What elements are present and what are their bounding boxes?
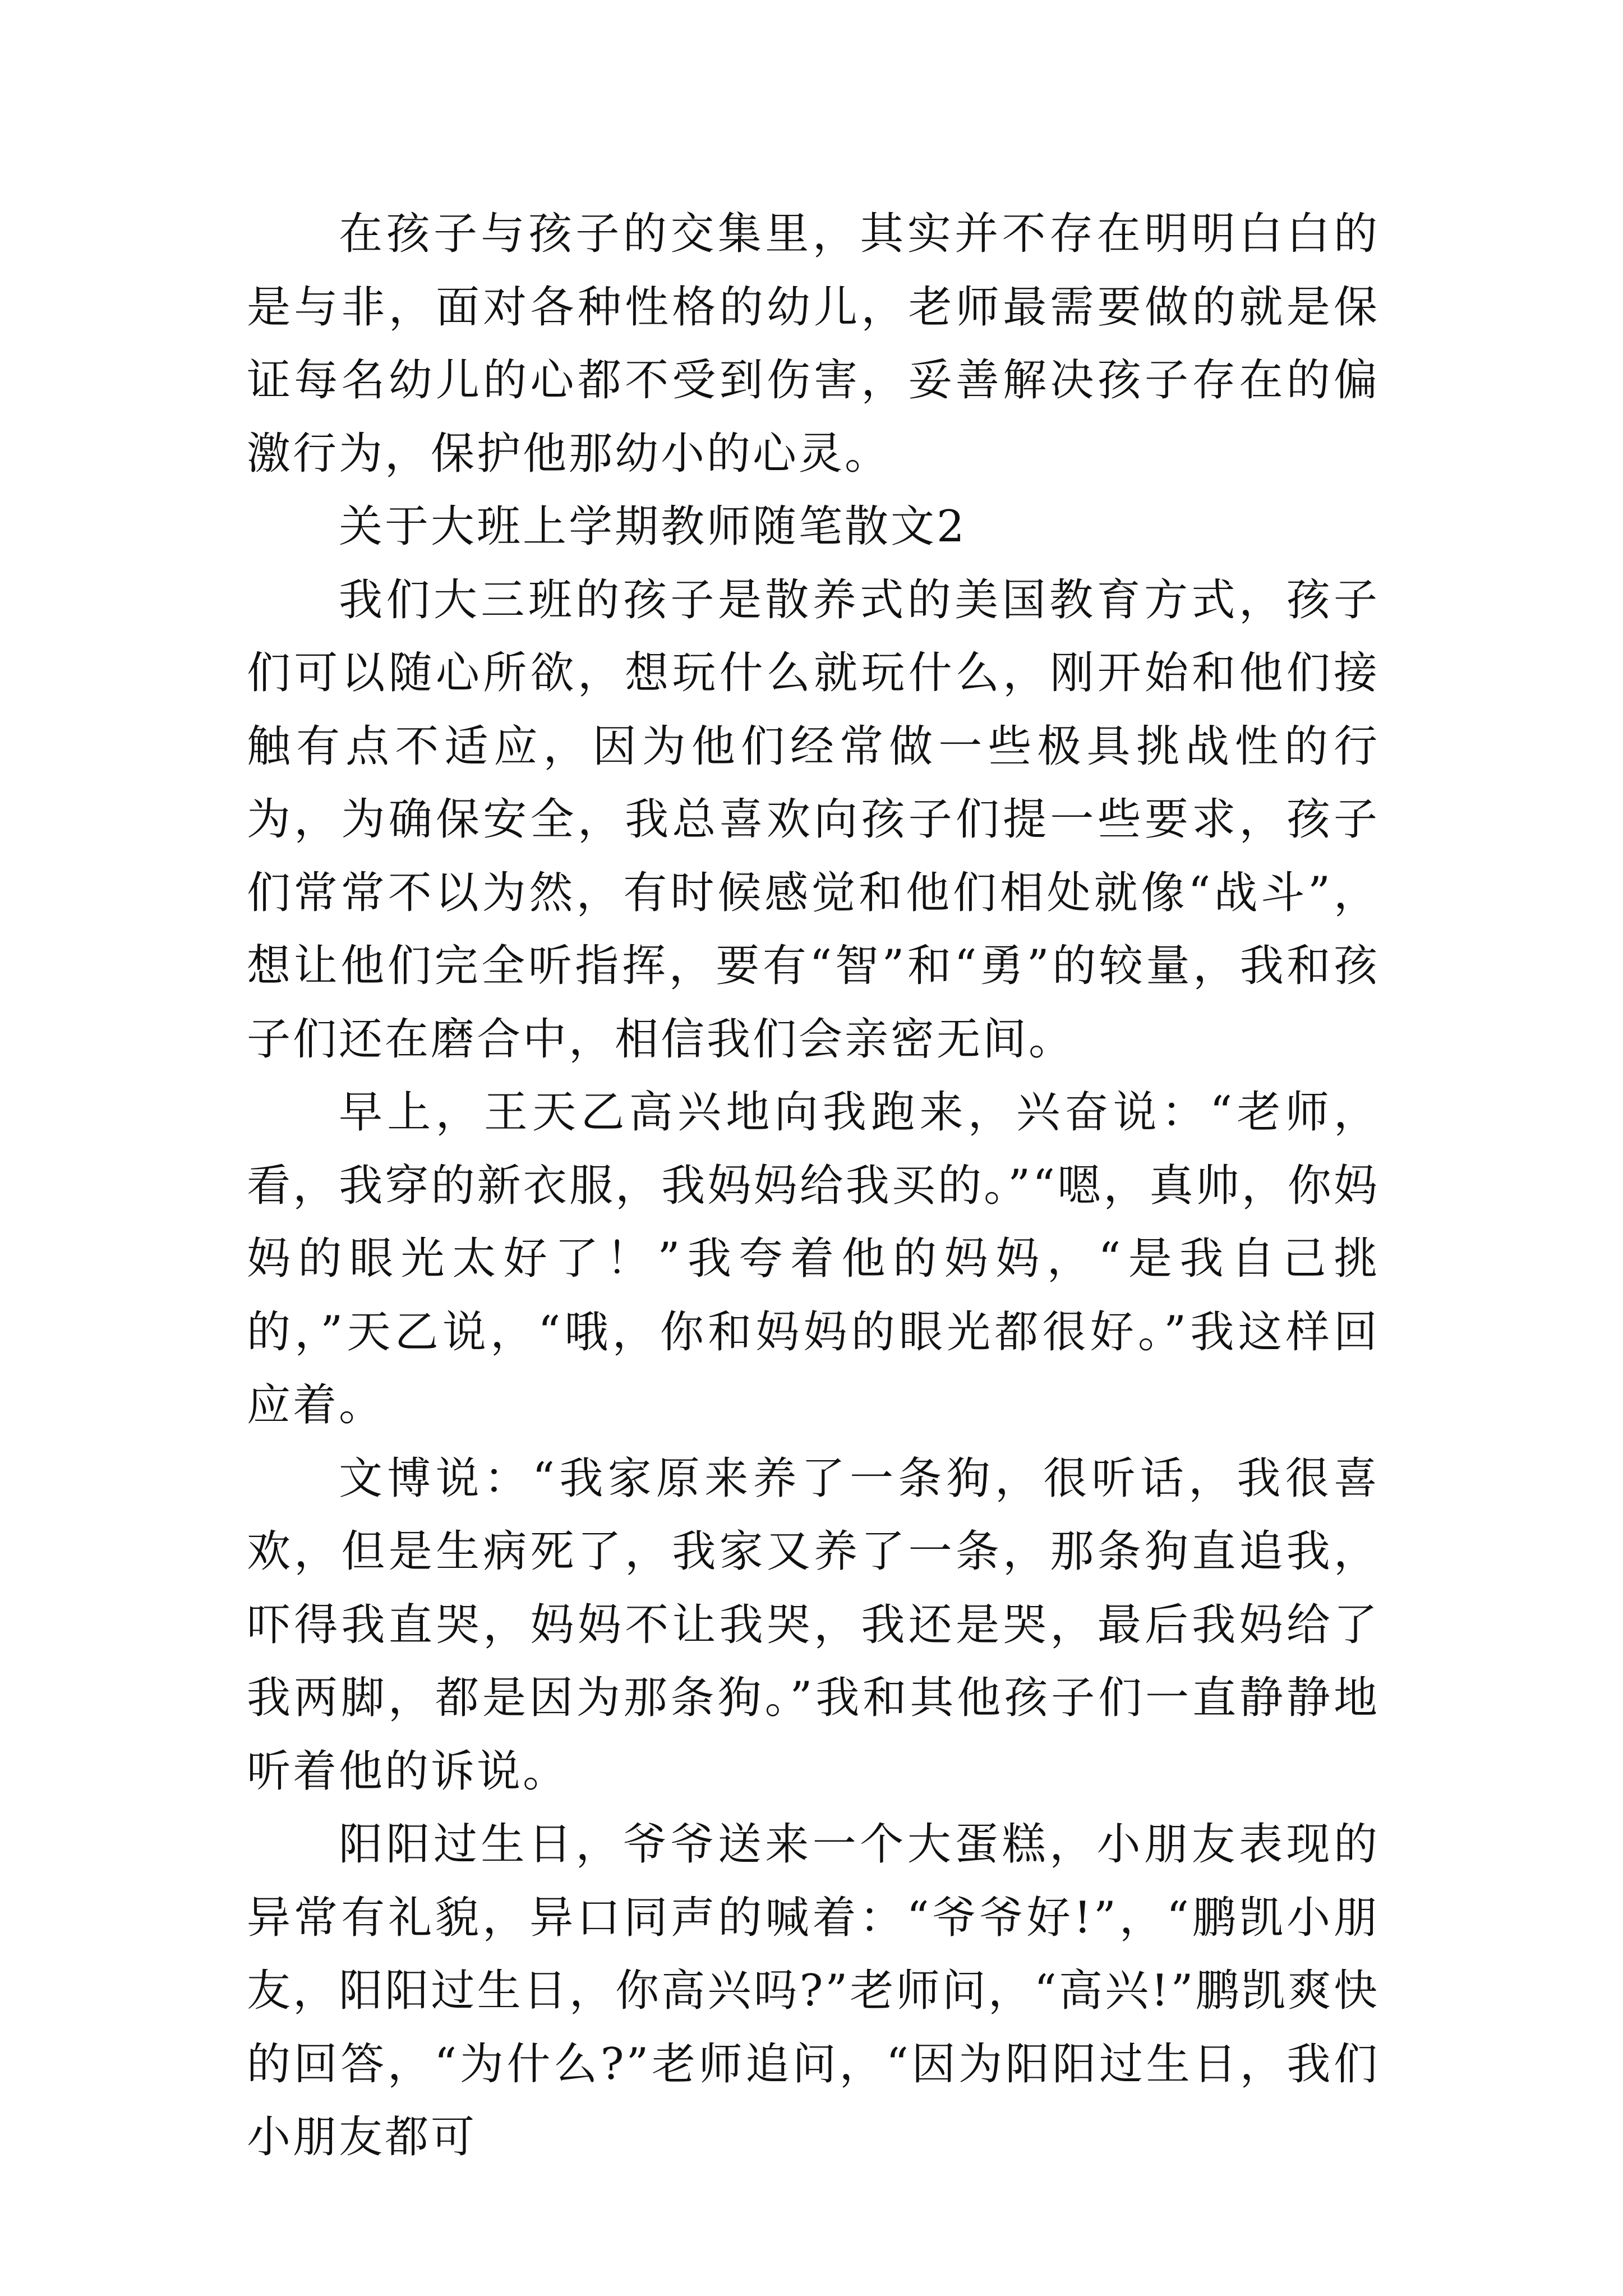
document-body	[247, 197, 1380, 2174]
paragraph-new-clothes: 早上，王天乙高兴地向我跑来，兴奋说：“老师，看，我穿的新衣服，我妈妈给我买的。”“嗯，真帅，你妈妈的眼光太好了！”我夸着他的妈妈，“是我自己挑的，”天乙说，“哦，你和妈妈的眼光都很好。”我这样回应着。	[247, 1087, 1380, 1430]
section-heading: 关于大班上学期教师随笔散文2	[339, 501, 967, 552]
paragraph-intro-conclusion: 在孩子与孩子的交集里，其实并不存在明明白白的是与非，面对各种性格的幼儿，老师最需要做的就是保证每名幼儿的心都不受到伤害，妥善解决孩子存在的偏激行为，保护他那幼小的心灵。	[247, 209, 1380, 479]
paragraph-dog-story: 文博说：“我家原来养了一条狗，很听话，我很喜欢，但是生病死了，我家又养了一条，那条狗直追我，吓得我直哭，妈妈不让我哭，我还是哭，最后我妈给了我两脚，都是因为那条狗。”我和其他孩子们一直静静地听着他的诉说。	[247, 1453, 1380, 1797]
paragraph-birthday: 阳阳过生日，爷爷送来一个大蛋糕，小朋友表现的异常有礼貌，异口同声的喊着：“爷爷好!”，“鹏凯小朋友，阳阳过生日，你高兴吗?”老师问，“高兴!”鹏凯爽快的回答，“为什么?”老师追问，“因为阳阳过生日，我们小朋友都可	[247, 1819, 1380, 2162]
paragraph-class-description: 我们大三班的孩子是散养式的美国教育方式，孩子们可以随心所欲，想玩什么就玩什么，刚开始和他们接触有点不适应，因为他们经常做一些极具挑战性的行为，为确保安全，我总喜欢向孩子们提一些要求，孩子们常常不以为然，有时候感觉和他们相处就像“战斗”，想让他们完全听指挥，要有“智”和“勇”的较量，我和孩子们还在磨合中，相信我们会亲密无间。	[247, 574, 1380, 1065]
